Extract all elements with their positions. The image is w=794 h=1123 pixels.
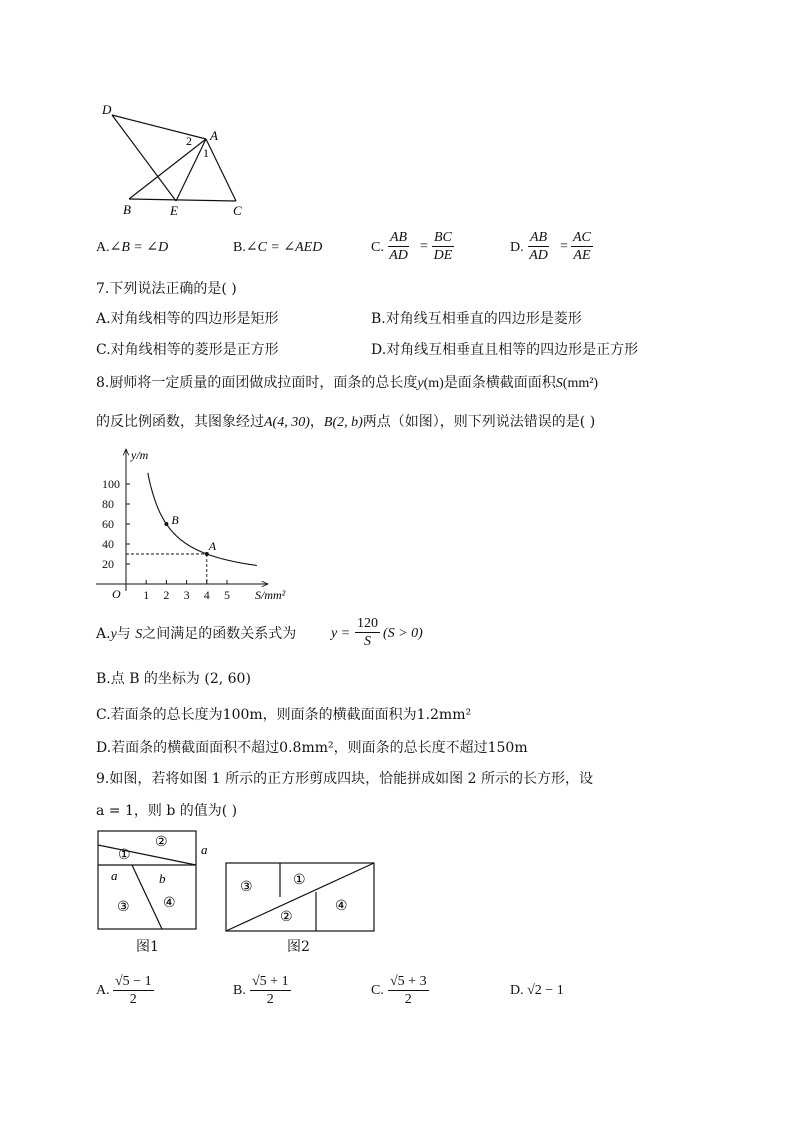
fig1-caption: 图1 [136, 939, 159, 955]
q7-stem: 7.下列说法正确的是( ) [96, 281, 237, 297]
option-letter: D. [510, 983, 524, 998]
x-tick-label: 4 [203, 588, 210, 602]
q8-stem-line2 [96, 415, 595, 430]
segment-AC [206, 139, 236, 201]
q6-geometry-figure [96, 96, 266, 226]
piece-3: ③ [240, 880, 253, 895]
piece-2: ② [155, 835, 168, 850]
sep: ， [309, 414, 324, 430]
y-tick-label: 20 [102, 557, 114, 571]
q9-option-b-fraction: $\frac{√5 + 1}{2}$ [252, 974, 289, 1007]
q9-option-c[interactable]: C. [371, 983, 384, 998]
point-B-dot [164, 522, 168, 526]
piece-2: ② [280, 910, 293, 925]
text: 的反比例函数，其图象经过 [96, 414, 264, 430]
q8-option-c[interactable]: C.若面条的总长度为100m，则面条的横截面面积为1.2mm² [96, 707, 472, 723]
q8-option-a-text[interactable] [96, 627, 296, 642]
q6-option-a[interactable] [96, 240, 168, 255]
var-y: y [110, 627, 117, 642]
var-S: S [135, 627, 143, 642]
q9-option-b[interactable]: B. [233, 983, 246, 998]
q6-option-d-eq: = [560, 239, 568, 254]
side-a-right: a [201, 842, 208, 857]
q7-option-a[interactable]: A.对角线相等的四边形是矩形 [96, 311, 279, 327]
cut-bottom [132, 865, 162, 929]
q9-option-c-fraction: $\frac{√5 + 3}{2}$ [390, 974, 427, 1007]
y-axis-label: y/m [131, 448, 149, 462]
y-tick-label: 80 [102, 497, 114, 511]
q7-option-b[interactable]: B.对角线互相垂直的四边形是菱形 [371, 311, 582, 327]
option-letter: C. [371, 240, 384, 255]
label-C: C [233, 203, 242, 218]
x-axis-label: S/mm² [255, 588, 286, 602]
option-text: ∠B = ∠D [109, 240, 169, 255]
q6-option-d-frac2: $\frac{AC}{AE}$ [573, 230, 591, 263]
unit: (mm²) [562, 376, 599, 391]
q8-stem-line1 [96, 376, 598, 391]
piece-4: ④ [163, 896, 176, 911]
q9-figure-2-rectangle [224, 860, 379, 935]
q9-stem-line1: 9.如图，若将如图 1 所示的正方形剪成四块，恰能拼成如图 2 所示的长方形，设 [96, 771, 593, 787]
piece-3: ③ [117, 900, 130, 915]
fig2-caption: 图2 [287, 939, 310, 955]
piece-4: ④ [335, 899, 348, 914]
x-tick-label: 5 [224, 588, 230, 602]
origin-label: O [112, 587, 121, 601]
y-tick-label: 100 [102, 477, 120, 491]
point-B-label: B [171, 513, 179, 527]
q6-option-c-eq: = [420, 239, 428, 254]
label-E: E [170, 203, 178, 218]
segment-AE [176, 139, 206, 201]
option-text: ∠C = ∠AED [245, 240, 323, 255]
label-D: D [102, 102, 112, 117]
var-S: S [555, 376, 563, 391]
q9-option-a[interactable]: A. [96, 983, 110, 998]
q6-option-b[interactable] [233, 240, 322, 255]
point-A-label: A [208, 539, 217, 553]
q9-figure-1-square [96, 828, 216, 933]
q6-option-c[interactable] [371, 240, 384, 255]
q9-stem-line2: a = 1，则 b 的值为( ) [96, 803, 238, 819]
q7-option-d[interactable]: D.对角线互相垂直且相等的四边形是正方形 [371, 342, 639, 358]
q9-option-a-fraction: $\frac{√5 - 1}{2}$ [115, 974, 152, 1007]
label-two: 2 [186, 134, 192, 148]
text: 两点（如图），则下列说法错误的是( ) [362, 414, 596, 430]
q6-option-d-frac1: $\frac{AB}{AD}$ [529, 230, 548, 263]
option-letter: B. [233, 240, 246, 255]
text: 8.厨师将一定质量的面团做成拉面时，面条的总长度 [96, 375, 418, 391]
segment-BC [129, 199, 236, 201]
label-one: 1 [203, 146, 209, 160]
x-tick-label: 3 [183, 588, 190, 602]
y-tick-label: 40 [102, 537, 114, 551]
curve-y-equals-120-over-S [148, 473, 257, 566]
point-B: B(2, b) [323, 415, 363, 430]
y-tick-label: 60 [102, 517, 114, 531]
q8-option-d[interactable]: D.若面条的横截面面积不超过0.8mm²，则面条的总长度不超过150m [96, 740, 528, 756]
x-tick-label: 2 [163, 588, 170, 602]
side-b-inner: b [159, 871, 166, 886]
point-A: A(4, 30) [264, 415, 310, 430]
cut-diagonal-top [98, 845, 196, 865]
q8-option-a-condition: (S > 0) [383, 626, 423, 641]
q8-option-a-fraction: $\frac{120}{S}$ [357, 616, 378, 649]
q6-option-d[interactable] [510, 240, 524, 255]
label-A: A [210, 128, 218, 143]
option-letter: A. [96, 626, 111, 642]
x-tick-label: 1 [143, 588, 150, 602]
q6-option-c-frac2: $\frac{BC}{DE}$ [433, 230, 453, 263]
q8-option-a-eq: y = [331, 626, 351, 641]
option-letter: A. [96, 240, 110, 255]
unit: (m) [423, 376, 444, 391]
piece-1: ① [118, 848, 131, 863]
option-text: √2 − 1 [527, 983, 564, 998]
option-letter: D. [510, 240, 524, 255]
segment-DE [112, 115, 176, 201]
text: 之间满足的函数关系式为 [142, 626, 297, 642]
q8-option-b[interactable]: B.点 B 的坐标为 (2, 60) [96, 671, 251, 687]
piece-1: ① [293, 873, 306, 888]
q6-option-c-frac1: $\frac{AB}{AD}$ [389, 230, 408, 263]
label-B: B [123, 202, 131, 217]
q9-option-d[interactable] [510, 984, 564, 998]
q7-option-c[interactable]: C.对角线相等的菱形是正方形 [96, 342, 279, 358]
text: 是面条横截面面积 [443, 375, 556, 391]
side-a-inner: a [111, 868, 118, 883]
q8-inverse-function-graph [96, 445, 311, 610]
text: 与 [116, 626, 131, 642]
var-y: y [417, 376, 424, 391]
